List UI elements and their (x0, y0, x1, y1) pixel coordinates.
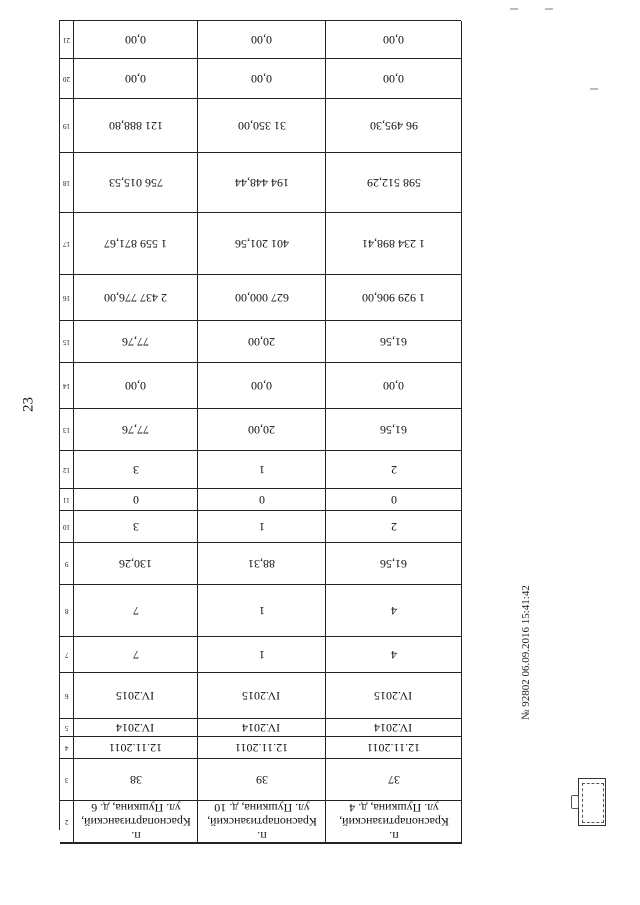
column-number-4: 4 (60, 737, 74, 759)
table-cell: 96 495,30 (326, 99, 462, 153)
table-cell: IV.2015 (326, 673, 462, 719)
table-cell: IV.2015 (74, 673, 198, 719)
table-cell: 0,00 (198, 21, 326, 59)
table-cell: IV.2014 (74, 719, 198, 737)
table-cell: 12.11.2011 (74, 737, 198, 759)
table-cell (326, 843, 462, 844)
table-cell: 7 (74, 637, 198, 673)
scan-mark (545, 8, 553, 10)
column-number-10: 10 (60, 511, 74, 543)
column-number-2: 2 (60, 801, 74, 843)
table-cell: 4 (326, 637, 462, 673)
address-cell: п. Краснопартизанский, ул. Пушкина, д. 4 (326, 801, 462, 843)
table-cell: 401 201,56 (198, 213, 326, 275)
table-cell: IV.2014 (326, 719, 462, 737)
scan-mark (510, 8, 518, 10)
data-table (59, 20, 461, 843)
table-cell: 0,00 (326, 363, 462, 409)
table-cell: 0,00 (326, 59, 462, 99)
table-cell: 0,00 (74, 363, 198, 409)
column-number-15: 15 (60, 321, 74, 363)
table-cell: 61,56 (326, 409, 462, 451)
table-cell: 39 (198, 759, 326, 801)
table-cell: 20,00 (198, 409, 326, 451)
column-number-5: 5 (60, 719, 74, 737)
table-cell: 0,00 (198, 363, 326, 409)
registry-logo-icon (578, 778, 606, 826)
table-cell: 0,00 (74, 59, 198, 99)
scan-mark (590, 88, 598, 90)
table-cell: 1 559 871,67 (74, 213, 198, 275)
table-cell: 3 (74, 511, 198, 543)
column-number-12: 12 (60, 451, 74, 489)
table-cell: 2 (326, 451, 462, 489)
table-cell: 37 (326, 759, 462, 801)
table-cell: 77,76 (74, 321, 198, 363)
column-number-11: 11 (60, 489, 74, 511)
table-cell: 1 234 898,41 (326, 213, 462, 275)
table-cell: 61,56 (326, 543, 462, 585)
table-cell: 627 000,00 (198, 275, 326, 321)
table-cell: 1 (198, 511, 326, 543)
column-number-20: 20 (60, 59, 74, 99)
table-cell: IV.2014 (198, 719, 326, 737)
column-number-16: 16 (60, 275, 74, 321)
table-cell: 1 (198, 585, 326, 637)
table-cell: 2 (326, 511, 462, 543)
column-number-7: 7 (60, 637, 74, 673)
column-number-21: 21 (60, 21, 74, 59)
table-cell: 121 888,80 (74, 99, 198, 153)
address-cell: п. Краснопартизанский, ул. Пушкина, д. 6 (74, 801, 198, 843)
table-cell: IV.2015 (198, 673, 326, 719)
table-cell (198, 843, 326, 844)
table-cell: 88,31 (198, 543, 326, 585)
table-cell: 77,76 (74, 409, 198, 451)
table-cell: 756 015,53 (74, 153, 198, 213)
table-cell: 0 (326, 489, 462, 511)
table-cell: 38 (74, 759, 198, 801)
table-cell: 0,00 (326, 21, 462, 59)
table-cell: 7 (74, 585, 198, 637)
table-cell: 598 512,29 (326, 153, 462, 213)
column-number-6: 6 (60, 673, 74, 719)
table-cell: 0 (74, 489, 198, 511)
table-cell: 2 437 776,00 (74, 275, 198, 321)
table-cell: 130,26 (74, 543, 198, 585)
table-cell: 4 (326, 585, 462, 637)
table-cell: 12.11.2011 (198, 737, 326, 759)
column-number-8: 8 (60, 585, 74, 637)
table-cell: 12.11.2011 (326, 737, 462, 759)
column-number-9: 9 (60, 543, 74, 585)
registration-stamp: № 92802 06.09.2016 15:41:42 (520, 585, 532, 720)
column-number-19: 19 (60, 99, 74, 153)
table-cell (74, 843, 198, 844)
table-cell: 3 (74, 451, 198, 489)
table-cell: 194 448,44 (198, 153, 326, 213)
table-cell: 0,00 (198, 59, 326, 99)
table-cell: 61,56 (326, 321, 462, 363)
table-cell: 20,00 (198, 321, 326, 363)
table-cell: 0 (198, 489, 326, 511)
table-cell: 0,00 (74, 21, 198, 59)
table-cell: 31 350,00 (198, 99, 326, 153)
column-number-3: 3 (60, 759, 74, 801)
table-cell: 1 (198, 637, 326, 673)
column-number-18: 18 (60, 153, 74, 213)
address-cell: п. Краснопартизанский, ул. Пушкина, д. 10 (198, 801, 326, 843)
column-number-1 (60, 843, 74, 844)
column-number-13: 13 (60, 409, 74, 451)
column-number-14: 14 (60, 363, 74, 409)
column-number-17: 17 (60, 213, 74, 275)
page-number: 23 (20, 397, 37, 412)
table-cell: 1 (198, 451, 326, 489)
table-cell: 1 929 906,00 (326, 275, 462, 321)
